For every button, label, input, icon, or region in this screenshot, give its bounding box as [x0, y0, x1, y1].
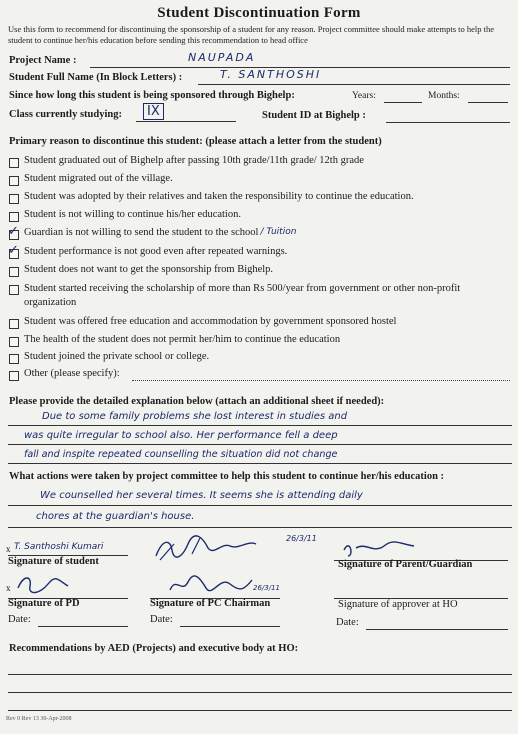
- reason-item[interactable]: Student was offered free education and accommodation by government sponsored hostel: [9, 316, 396, 329]
- pc-date-line[interactable]: [180, 626, 280, 627]
- student-name-value[interactable]: T. SANTHOSHI: [220, 68, 322, 81]
- reason-item[interactable]: Student is not willing to continue his/her education.: [9, 209, 241, 222]
- pc-signature-scribble: [166, 570, 256, 600]
- student-name-line: [198, 84, 510, 85]
- student-name-label: Student Full Name (In Block Letters) :: [9, 72, 183, 83]
- sponsored-since-label: Since how long this student is being sponsored through Bighelp:: [9, 90, 295, 101]
- pd-date-label: Date:: [8, 614, 31, 625]
- recommendations-heading: Recommendations by AED (Projects) and executive body at HO:: [9, 643, 299, 654]
- pc-date-label: Date:: [150, 614, 173, 625]
- date-handwritten: 26/3/11: [286, 534, 317, 543]
- pd-date-line[interactable]: [38, 626, 128, 627]
- checkbox[interactable]: [9, 285, 19, 295]
- other-specify-line[interactable]: [132, 380, 510, 381]
- ho-date-line[interactable]: [366, 629, 508, 630]
- parent-signature-scribble: [340, 536, 420, 560]
- student-signature-label: Signature of student: [8, 556, 99, 567]
- parent-signature-label: Signature of Parent/Guardian: [338, 559, 473, 570]
- footer-revision: Rev 0 Rev 13 30-Apr-2008: [6, 716, 72, 722]
- class-value[interactable]: IX: [143, 103, 164, 120]
- checkbox[interactable]: [9, 176, 19, 186]
- checkbox[interactable]: [9, 319, 19, 329]
- explanation-text-2[interactable]: was quite irregular to school also. Her performance fell a deep: [24, 430, 338, 441]
- student-id-label: Student ID at Bighelp :: [262, 110, 366, 121]
- reason-item[interactable]: The health of the student does not permit her/him to continue the education: [9, 334, 340, 347]
- project-name-label: Project Name :: [9, 55, 77, 66]
- reason-item[interactable]: Student graduated out of Bighelp after passing 10th grade/11th grade/ 12th grade: [9, 155, 364, 168]
- reason-item[interactable]: Student does not want to get the sponsorship from Bighelp.: [9, 264, 273, 277]
- x-mark: x: [6, 544, 11, 554]
- explanation-line-3: [8, 463, 512, 464]
- reason-item[interactable]: ✓ Guardian is not willing to send the student to the school / Tuition: [9, 227, 296, 240]
- class-label: Class currently studying:: [9, 109, 122, 120]
- class-line: [136, 121, 236, 122]
- actions-line-2: [8, 527, 512, 528]
- explanation-text-1[interactable]: Due to some family problems she lost interest in studies and: [42, 411, 348, 422]
- project-name-value[interactable]: NAUPADA: [188, 51, 256, 64]
- student-name-handwritten: T. Santhoshi Kumari: [14, 542, 104, 552]
- pc-signature-label: Signature of PC Chairman: [150, 598, 271, 609]
- x-mark-2: x: [6, 583, 11, 593]
- checkbox[interactable]: [9, 337, 19, 347]
- reason-item[interactable]: ✓ Student performance is not good even after repeated warnings.: [9, 246, 287, 259]
- checkbox[interactable]: [9, 158, 19, 168]
- checkbox[interactable]: [9, 371, 19, 381]
- checkbox-checked[interactable]: [9, 249, 19, 259]
- checkbox[interactable]: [9, 267, 19, 277]
- reason-item[interactable]: Other (please specify):: [9, 368, 120, 381]
- actions-text-2[interactable]: chores at the guardian's house.: [36, 511, 195, 522]
- pd-signature-scribble: [14, 570, 74, 598]
- explanation-text-3[interactable]: fall and inspite repeated counselling the situation did not change: [24, 449, 338, 460]
- checkbox[interactable]: [9, 212, 19, 222]
- checkbox[interactable]: [9, 354, 19, 364]
- explanation-line-2: [8, 444, 512, 445]
- years-line[interactable]: [384, 102, 422, 103]
- reason-item[interactable]: Student was adopted by their relatives and taken the responsibility to continue the education.: [9, 191, 414, 204]
- pd-signature-label: Signature of PD: [8, 598, 80, 609]
- reason-item[interactable]: Student migrated out of the village.: [9, 173, 173, 186]
- ho-date-label: Date:: [336, 617, 359, 628]
- form-intro: Use this form to recommend for discontinuing the sponsorship of a student for any reason. Project committee should make attempts to help the student to continue her/his education before sending this recommendation to head office: [8, 24, 495, 45]
- actions-line-1: [8, 505, 512, 506]
- recommendations-line-2[interactable]: [8, 692, 512, 693]
- checkbox[interactable]: [9, 194, 19, 204]
- reason-item[interactable]: Student started receiving the scholarship of more than Rs 500/year from government or other non-profit organization: [9, 282, 484, 310]
- student-id-line[interactable]: [386, 122, 510, 123]
- actions-heading: What actions were taken by project committee to help this student to continue her/his education :: [9, 471, 445, 482]
- explanation-heading: Please provide the detailed explanation below (attach an additional sheet if needed):: [9, 396, 385, 407]
- actions-text-1[interactable]: We counselled her several times. It seems she is attending daily: [40, 490, 363, 501]
- date-handwritten-2: 26/3/11: [253, 584, 280, 592]
- reasons-heading: Primary reason to discontinue this student: (please attach a letter from the student): [9, 136, 382, 147]
- ho-signature-label: Signature of approver at HO: [338, 599, 458, 610]
- checkbox-checked[interactable]: [9, 230, 19, 240]
- recommendations-line-1[interactable]: [8, 674, 512, 675]
- reason-item[interactable]: Student joined the private school or college.: [9, 351, 209, 364]
- years-label: Years:: [352, 91, 376, 101]
- recommendations-line-3[interactable]: [8, 710, 512, 711]
- months-line[interactable]: [468, 102, 508, 103]
- reason-annotation: / Tuition: [260, 227, 297, 237]
- student-signature-scribble: [152, 530, 272, 564]
- form-title: Student Discontinuation Form: [157, 5, 361, 21]
- months-label: Months:: [428, 91, 460, 101]
- explanation-line-1: [8, 425, 512, 426]
